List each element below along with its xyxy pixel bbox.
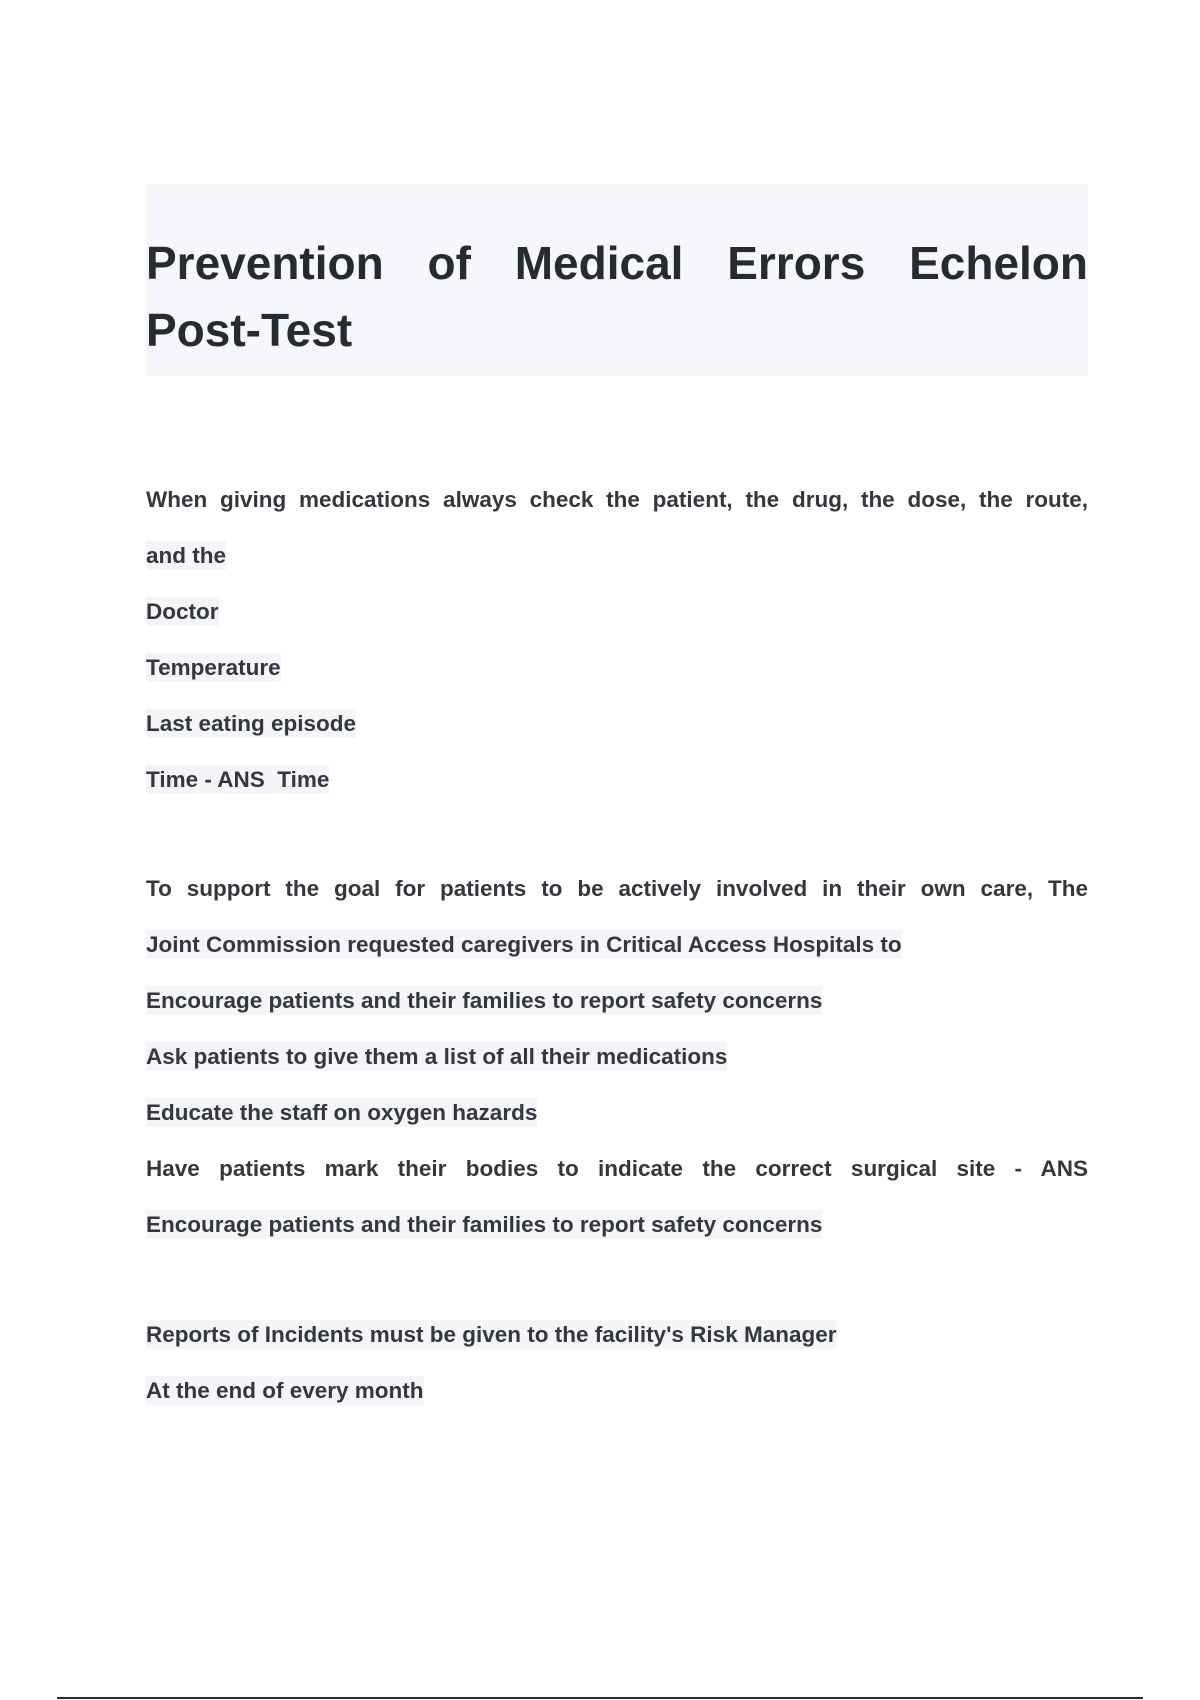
answer-option-with-answer: Have patients mark their bodies to indicate the correct surgical site - ANS: [146, 1156, 1088, 1181]
question-stem-line: Reports of Incidents must be given to the facility's Risk Manager: [146, 1322, 837, 1347]
answer-option: Educate the staff on oxygen hazards: [146, 1100, 538, 1125]
question-stem-line: and the: [146, 543, 227, 568]
answer-text: Encourage patients and their families to report safety concerns: [146, 1212, 823, 1237]
answer-option: Last eating episode: [146, 711, 357, 736]
page-bottom-rule: [57, 1697, 1143, 1699]
answer-option: Encourage patients and their families to report safety concerns: [146, 988, 823, 1013]
answer-option-with-answer: Time - ANS Time: [146, 767, 330, 792]
question-block-2: [146, 861, 1088, 1253]
question-block-3: [146, 1307, 1088, 1419]
answer-option: Ask patients to give them a list of all their medications: [146, 1044, 728, 1069]
answer-option: Doctor: [146, 599, 219, 624]
question-block-1: [146, 472, 1088, 808]
answer-option: At the end of every month: [146, 1378, 424, 1403]
answer-option: Temperature: [146, 655, 281, 680]
document-title: Prevention of Medical Errors Echelon Post-Test: [146, 237, 1088, 356]
question-stem-line: Joint Commission requested caregivers in Critical Access Hospitals to: [146, 932, 902, 957]
question-stem-line: To support the goal for patients to be actively involved in their own care, The: [146, 876, 1088, 901]
question-stem-line: When giving medications always check the patient, the drug, the dose, the route,: [146, 487, 1088, 512]
